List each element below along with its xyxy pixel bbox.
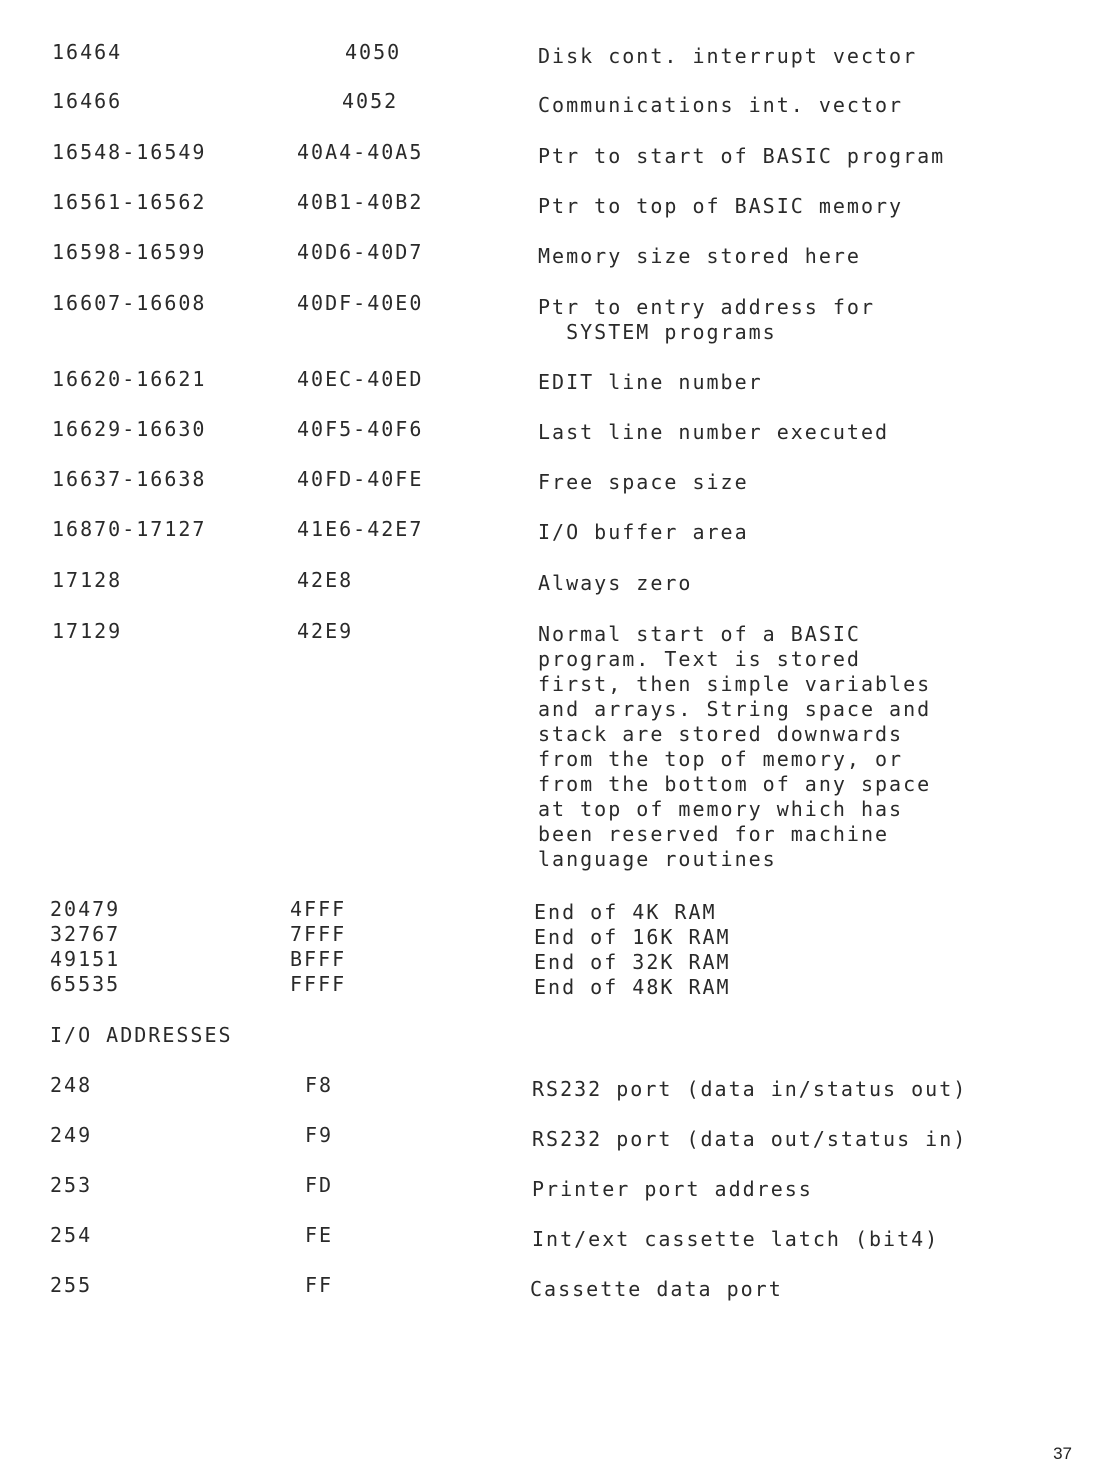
decimal-address: 65535	[50, 972, 121, 996]
decimal-address: 16466	[52, 89, 123, 113]
address-description: Disk cont. interrupt vector	[538, 44, 918, 68]
decimal-address: 16464	[52, 40, 123, 64]
decimal-address: 32767	[50, 922, 121, 946]
hex-address: 4050	[345, 40, 402, 64]
decimal-address: 255	[50, 1273, 93, 1297]
hex-address: F9	[305, 1123, 334, 1147]
address-description: End of 32K RAM	[534, 950, 731, 974]
address-description: Printer port address	[532, 1177, 813, 1201]
hex-address: 41E6-42E7	[297, 517, 424, 541]
address-description: End of 16K RAM	[534, 925, 731, 949]
hex-address: FF	[305, 1273, 334, 1297]
hex-address: F8	[305, 1073, 334, 1097]
address-description: Last line number executed	[538, 420, 890, 444]
decimal-address: 249	[50, 1123, 93, 1147]
hex-address: 40FD-40FE	[297, 467, 424, 491]
address-description: Communications int. vector	[538, 93, 904, 117]
hex-address: 4FFF	[290, 897, 347, 921]
decimal-address: 16637-16638	[52, 467, 207, 491]
address-description: Ptr to entry address for SYSTEM programs	[538, 295, 875, 344]
decimal-address: 49151	[50, 947, 121, 971]
address-description: Int/ext cassette latch (bit4)	[532, 1227, 940, 1251]
address-description: Memory size stored here	[538, 244, 861, 268]
decimal-address: 16598-16599	[52, 240, 207, 264]
decimal-address: 253	[50, 1173, 93, 1197]
decimal-address: 248	[50, 1073, 93, 1097]
address-description: Free space size	[538, 470, 749, 494]
address-description: Normal start of a BASIC program. Text is stored first, then simple variables and arrays. String space and stack are stored downwards from the top of memory, or from the bottom of any space at top of memory which has been reserved for machine language routines	[538, 622, 932, 871]
section-heading: I/O ADDRESSES	[50, 1023, 233, 1047]
decimal-address: 20479	[50, 897, 121, 921]
hex-address: 40A4-40A5	[297, 140, 424, 164]
decimal-address: 16629-16630	[52, 417, 207, 441]
hex-address: FD	[305, 1173, 334, 1197]
address-description: Always zero	[538, 571, 693, 595]
decimal-address: 16620-16621	[52, 367, 207, 391]
address-description: RS232 port (data out/status in)	[532, 1127, 968, 1151]
decimal-address: 17128	[52, 568, 123, 592]
decimal-address: 16561-16562	[52, 190, 207, 214]
page-number: 37	[1053, 1444, 1072, 1463]
decimal-address: 17129	[52, 619, 123, 643]
hex-address: 40D6-40D7	[297, 240, 424, 264]
hex-address: 42E9	[297, 619, 354, 643]
address-description: Cassette data port	[530, 1277, 783, 1301]
decimal-address: 254	[50, 1223, 93, 1247]
hex-address: 40F5-40F6	[297, 417, 424, 441]
hex-address: FE	[305, 1223, 334, 1247]
address-description: EDIT line number	[538, 370, 763, 394]
hex-address: FFFF	[290, 972, 347, 996]
hex-address: 40DF-40E0	[297, 291, 424, 315]
hex-address: 4052	[342, 89, 399, 113]
address-description: End of 4K RAM	[534, 900, 717, 924]
address-description: Ptr to start of BASIC program	[538, 144, 946, 168]
hex-address: 42E8	[297, 568, 354, 592]
decimal-address: 16870-17127	[52, 517, 207, 541]
address-description: Ptr to top of BASIC memory	[538, 194, 904, 218]
address-description: RS232 port (data in/status out)	[532, 1077, 968, 1101]
hex-address: 7FFF	[290, 922, 347, 946]
address-description: I/O buffer area	[538, 520, 749, 544]
hex-address: 40EC-40ED	[297, 367, 424, 391]
hex-address: 40B1-40B2	[297, 190, 424, 214]
decimal-address: 16607-16608	[52, 291, 207, 315]
address-description: End of 48K RAM	[534, 975, 731, 999]
decimal-address: 16548-16549	[52, 140, 207, 164]
hex-address: BFFF	[290, 947, 347, 971]
